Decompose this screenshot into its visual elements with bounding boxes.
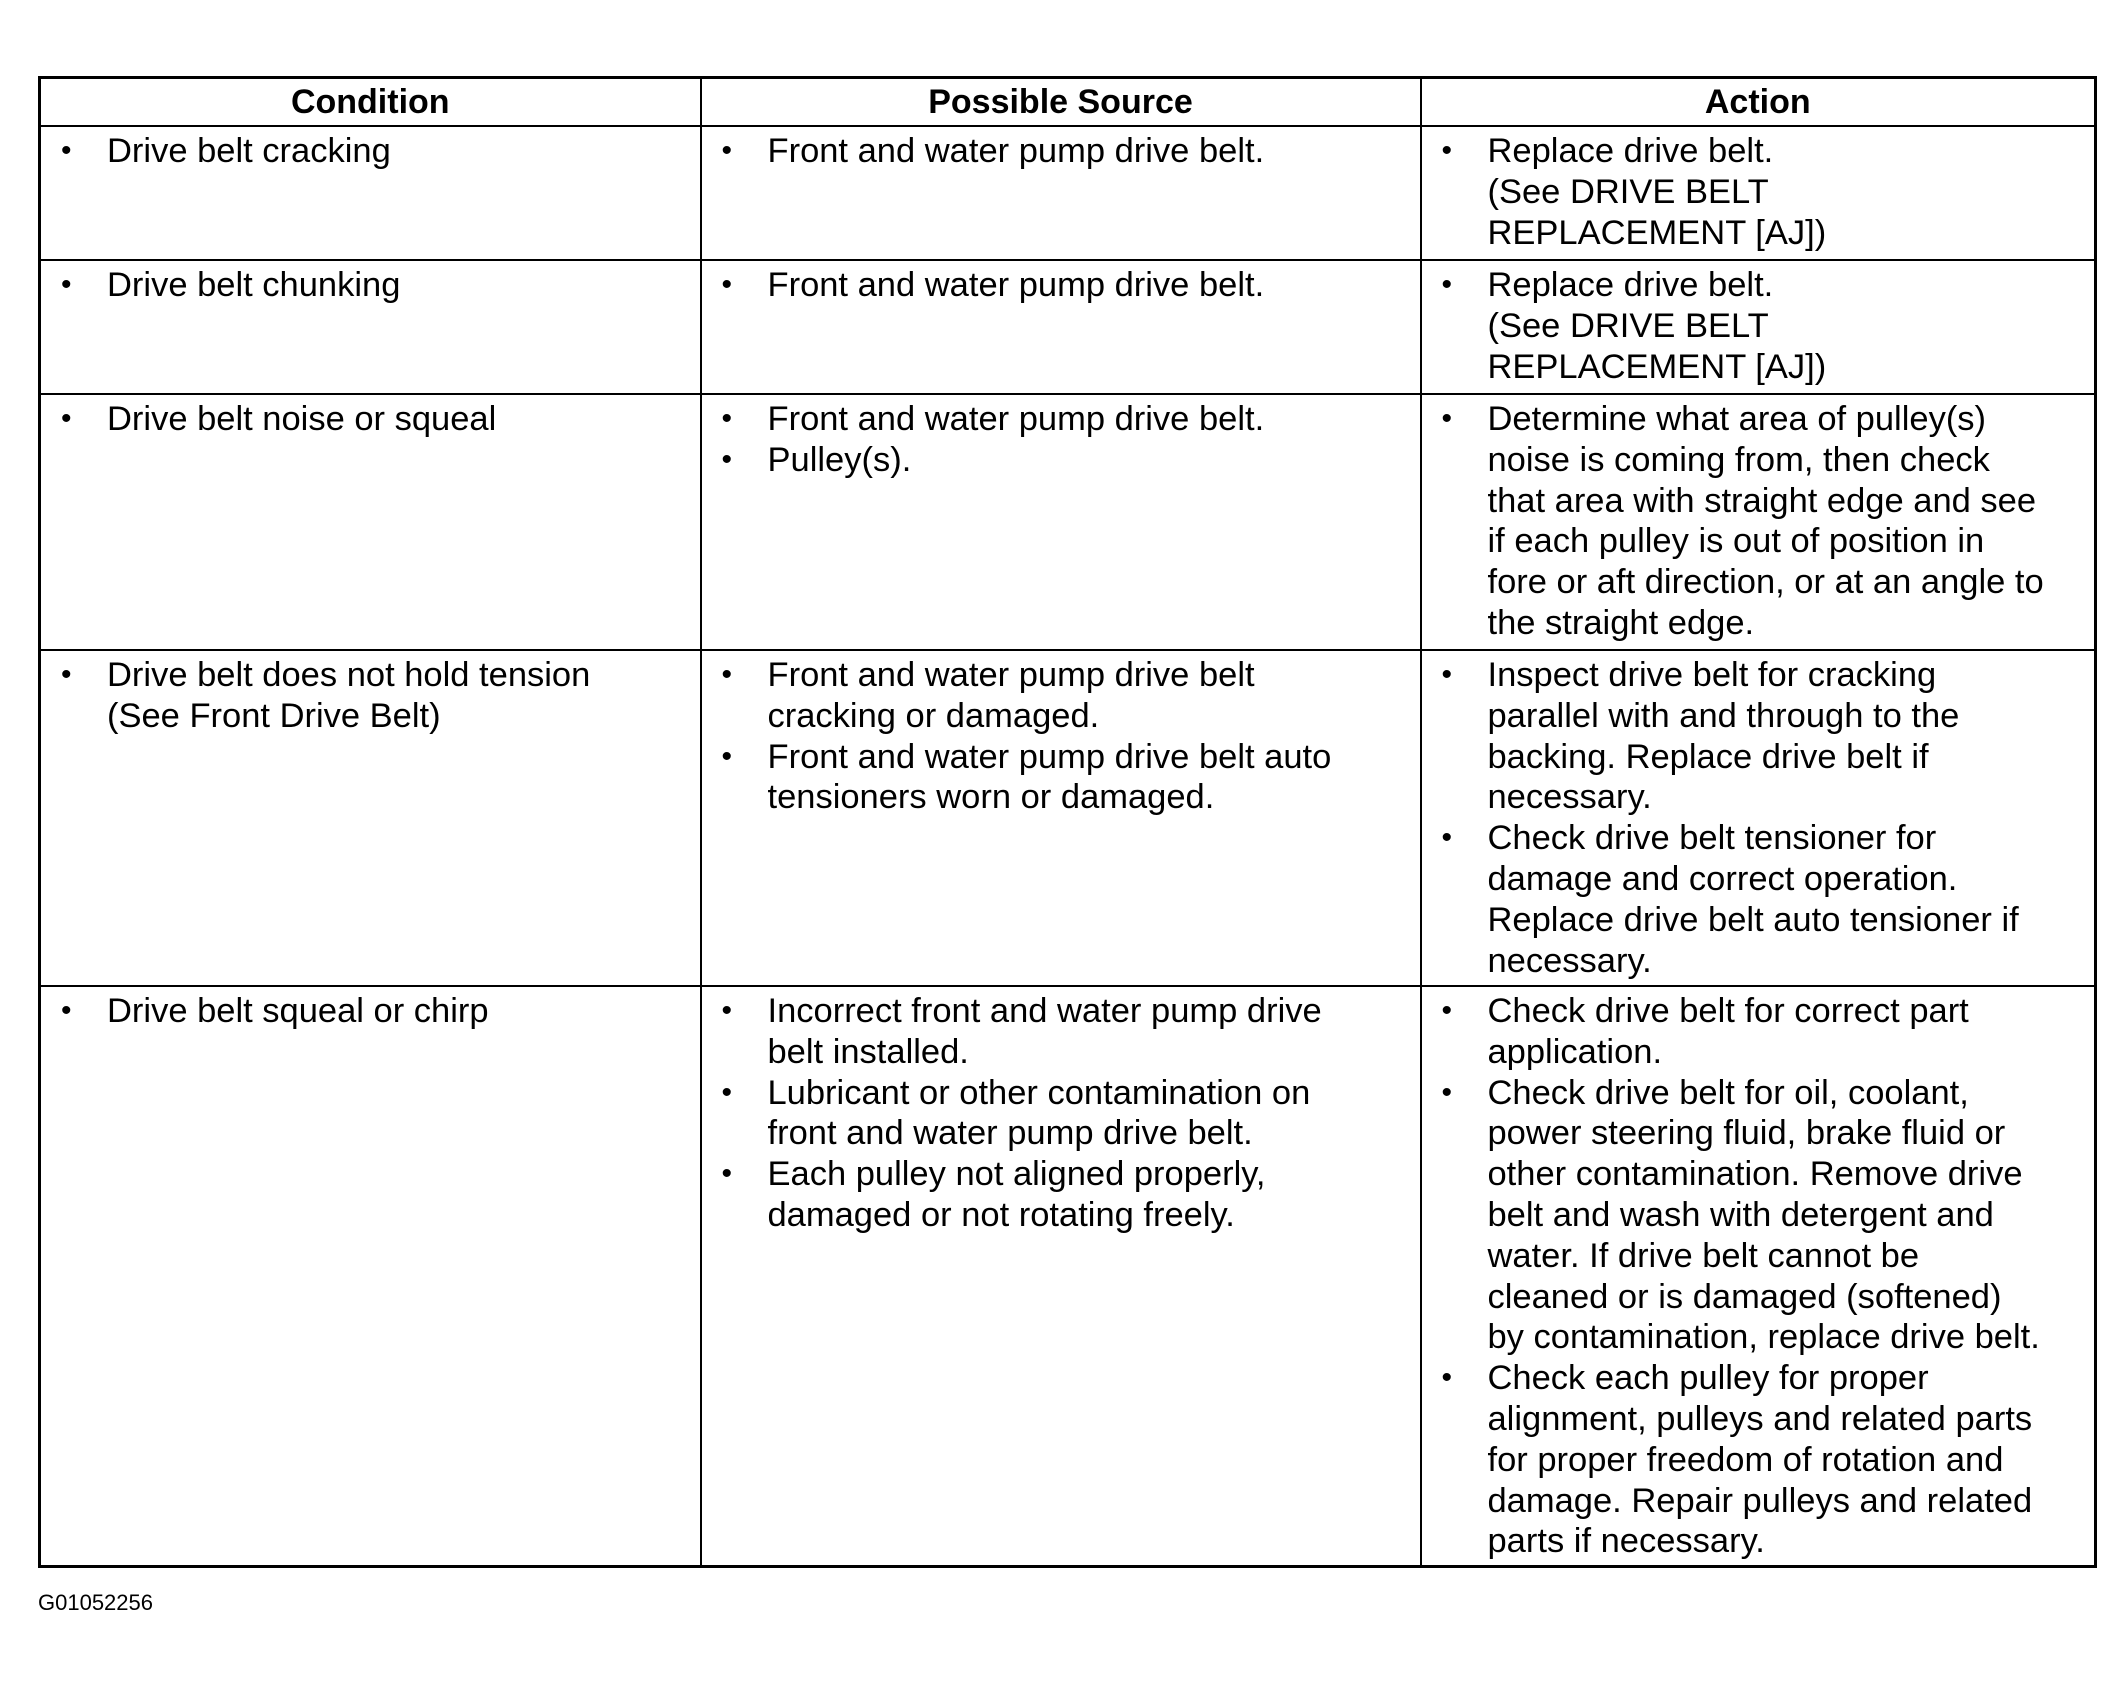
bullet-icon: •: [721, 268, 733, 301]
bullet-icon: •: [1441, 1075, 1453, 1109]
list-item-text: Front and water pump drive belt.: [767, 400, 1265, 438]
bullet-list: [41, 395, 700, 440]
action-cell: [1421, 394, 2096, 650]
header-row: [40, 78, 2096, 127]
list-item: [41, 131, 686, 172]
list-item-text: Pulley(s).: [767, 440, 912, 479]
list-item: [702, 655, 1406, 737]
list-item-text: Replace drive belt. (See DRIVE BELT REPLACEMENT [AJ]): [1487, 266, 1827, 386]
bullet-icon: •: [1441, 268, 1453, 301]
bullet-icon: •: [721, 1075, 733, 1109]
bullet-icon: •: [1441, 821, 1453, 855]
list-item-text: Drive belt does not hold tension (See Front Drive Belt): [107, 656, 591, 735]
list-item-text: Each pulley not aligned properly, damaged or not rotating freely.: [767, 1155, 1266, 1234]
bullet-icon: •: [721, 739, 733, 773]
bullet-list: [41, 987, 700, 1032]
list-item-text: Front and water pump drive belt auto tensioners worn or damaged.: [767, 737, 1332, 817]
bullet-icon: •: [61, 994, 72, 1027]
bullet-icon: •: [1441, 134, 1453, 167]
possible-source-cell: [701, 650, 1421, 986]
header-condition: Condition: [40, 78, 701, 127]
bullet-icon: •: [61, 658, 72, 691]
bullet-list: [702, 987, 1420, 1236]
list-item-text: Drive belt chunking: [107, 266, 401, 304]
bullet-icon: •: [1441, 994, 1453, 1027]
possible-source-cell: [701, 986, 1421, 1567]
list-item: [41, 265, 686, 306]
list-item-text: Drive belt cracking: [107, 132, 391, 170]
bullet-list: [1422, 261, 2095, 387]
list-item: [702, 265, 1406, 306]
bullet-icon: •: [721, 1157, 733, 1191]
list-item: [1422, 1358, 2081, 1562]
list-item: [41, 991, 686, 1032]
possible-source-cell: [701, 394, 1421, 650]
list-item: [702, 737, 1406, 819]
table-row: [40, 986, 2096, 1567]
list-item-text: Front and water pump drive belt.: [767, 266, 1265, 304]
list-item: [702, 131, 1406, 172]
list-item: [1422, 818, 2081, 981]
list-item: [1422, 399, 2081, 644]
action-cell: [1421, 260, 2096, 394]
list-item: [702, 399, 1406, 440]
bullet-list: [702, 395, 1420, 481]
list-item: [702, 991, 1406, 1073]
list-item: [1422, 655, 2081, 818]
bullet-list: [41, 261, 700, 306]
condition-cell: [40, 650, 701, 986]
bullet-icon: •: [1441, 402, 1453, 435]
list-item-text: Inspect drive belt for cracking parallel with and through to the backing. Replace drive belt if necessary.: [1487, 656, 1960, 817]
diagnosis-table: [38, 76, 2097, 1568]
bullet-icon: •: [721, 134, 733, 167]
list-item-text: Drive belt squeal or chirp: [107, 992, 489, 1030]
bullet-list: [1422, 651, 2095, 981]
bullet-list: [1422, 395, 2095, 644]
bullet-list: [41, 651, 700, 737]
list-item-text: Determine what area of pulley(s) noise is coming from, then check that area with straight edge and see if each pulley is out of position in fore or aft direction, or at an angle to the straight edge.: [1487, 400, 2044, 642]
list-item-text: Replace drive belt. (See DRIVE BELT REPLACEMENT [AJ]): [1487, 132, 1827, 252]
bullet-icon: •: [1441, 658, 1453, 691]
bullet-icon: •: [721, 994, 733, 1027]
table-row: [40, 260, 2096, 394]
bullet-list: [702, 651, 1420, 818]
list-item-text: Incorrect front and water pump drive belt installed.: [767, 992, 1322, 1071]
action-cell: [1421, 650, 2096, 986]
condition-cell: [40, 986, 701, 1567]
table-row: [40, 394, 2096, 650]
possible-source-cell: [701, 260, 1421, 394]
condition-cell: [40, 260, 701, 394]
list-item: [41, 399, 686, 440]
bullet-list: [702, 127, 1420, 172]
bullet-icon: •: [61, 402, 72, 435]
possible-source-cell: [701, 126, 1421, 260]
list-item-text: Check drive belt for correct part application.: [1487, 992, 1969, 1071]
table-body: [40, 126, 2096, 1567]
bullet-list: [41, 127, 700, 172]
list-item: [1422, 991, 2081, 1073]
list-item: [702, 440, 1406, 481]
list-item: [702, 1073, 1406, 1155]
condition-cell: [40, 126, 701, 260]
header-action: Action: [1421, 78, 2096, 127]
list-item: [1422, 265, 2081, 387]
bullet-icon: •: [721, 658, 733, 691]
table-row: [40, 650, 2096, 986]
action-cell: [1421, 126, 2096, 260]
list-item-text: Check each pulley for proper alignment, pulleys and related parts for proper freedom of rotation and damage. Repair pulleys and related parts if necessary.: [1487, 1359, 2033, 1561]
table-row: [40, 126, 2096, 260]
bullet-icon: •: [61, 268, 72, 301]
figure-id: G01052256: [38, 1590, 153, 1615]
bullet-list: [702, 261, 1420, 306]
list-item-text: Lubricant or other contamination on front and water pump drive belt.: [767, 1073, 1311, 1153]
bullet-icon: •: [61, 134, 72, 167]
list-item-text: Front and water pump drive belt.: [767, 132, 1265, 170]
list-item: [1422, 1073, 2081, 1359]
condition-cell: [40, 394, 701, 650]
bullet-icon: •: [1441, 1361, 1453, 1395]
list-item-text: Drive belt noise or squeal: [107, 400, 497, 438]
header-possible-source: Possible Source: [701, 78, 1421, 127]
bullet-icon: •: [721, 402, 733, 435]
list-item: [41, 655, 686, 737]
bullet-list: [1422, 127, 2095, 253]
list-item-text: Check drive belt tensioner for damage and correct operation. Replace drive belt auto tensioner if necessary.: [1487, 819, 2019, 980]
bullet-list: [1422, 987, 2095, 1562]
list-item-text: Check drive belt for oil, coolant, power steering fluid, brake fluid or other contamination. Remove drive belt and wash with detergent and water. If drive belt cannot be cleaned or is damaged (softened) by contamination, replace drive belt.: [1487, 1073, 2040, 1357]
list-item: [702, 1154, 1406, 1236]
list-item-text: Front and water pump drive belt cracking or damaged.: [767, 656, 1255, 735]
action-cell: [1421, 986, 2096, 1567]
bullet-icon: •: [721, 442, 733, 476]
list-item: [1422, 131, 2081, 253]
